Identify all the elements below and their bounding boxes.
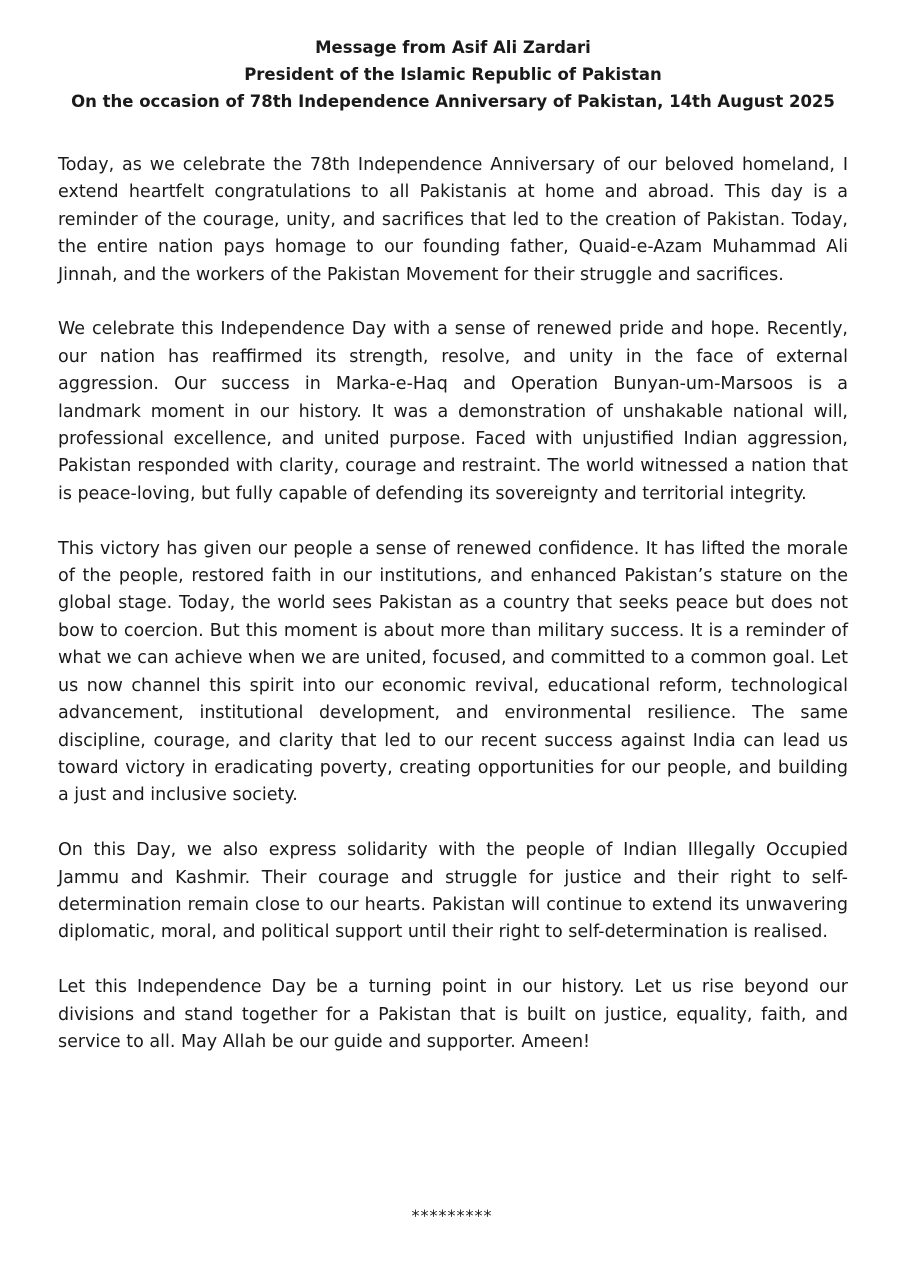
header-occasion: On the occasion of 78th Independence Anniversary of Pakistan, 14th August 2025 <box>71 92 835 111</box>
paragraph-4: On this Day, we also express solidarity with the people of Indian Illegally Occupied Jammu and Kashmir. Their courage and struggle for justice and their right to self-determination remain close to our hearts. Pakistan will continue to extend its unwavering diplomatic, moral, and political support until their right to self-determination is realised. <box>58 840 848 943</box>
paragraph-2: We celebrate this Independence Day with a sense of renewed pride and hope. Recently, our nation has reaffirmed its strength, resolve, and unity in the face of external aggression. Our success in Marka-e-Haq and Operation Bunyan-um-Marsoos is a landmark moment in our history. It was a demonstration of unshakable national will, professional excellence, and united purpose. Faced with unjustified Indian aggression, Pakistan responded with clarity, courage and restraint. The world witnessed a nation that is peace-loving, but fully capable of defending its sovereignty and territorial integrity. <box>58 319 848 504</box>
end-marker: ********* <box>411 1206 493 1225</box>
paragraph-5: Let this Independence Day be a turning point in our history. Let us rise beyond our divisions and stand together for a Pakistan that is built on justice, equality, faith, and service to all. May Allah be our guide and supporter. Ameen! <box>58 977 848 1052</box>
document-page <box>58 34 848 1084</box>
header-title: Message from Asif Ali Zardari <box>315 38 591 57</box>
header-subtitle: President of the Islamic Republic of Pakistan <box>244 65 662 84</box>
message-header <box>52 34 854 115</box>
paragraph-3: This victory has given our people a sense of renewed confidence. It has lifted the morale of the people, restored faith in our institutions, and enhanced Pakistan’s stature on the global stage. Today, the world sees Pakistan as a country that seeks peace but does not bow to coercion. But this moment is about more than military success. It is a reminder of what we can achieve when we are united, focused, and committed to a common goal. Let us now channel this spirit into our economic revival, educational reform, technological advancement, institutional development, and environmental resilience. The same discipline, courage, and clarity that led to our recent success against India can lead us toward victory in eradicating poverty, creating opportunities for our people, and building a just and inclusive society. <box>58 538 848 806</box>
paragraph-1: Today, as we celebrate the 78th Independence Anniversary of our beloved homeland, I extend heartfelt congratulations to all Pakistanis at home and abroad. This day is a reminder of the courage, unity, and sacrifices that led to the creation of Pakistan. Today, the entire nation pays homage to our founding father, Quaid-e-Azam Muhammad Ali Jinnah, and the workers of the Pakistan Movement for their struggle and sacrifices. <box>58 155 848 285</box>
message-body <box>58 152 848 1056</box>
